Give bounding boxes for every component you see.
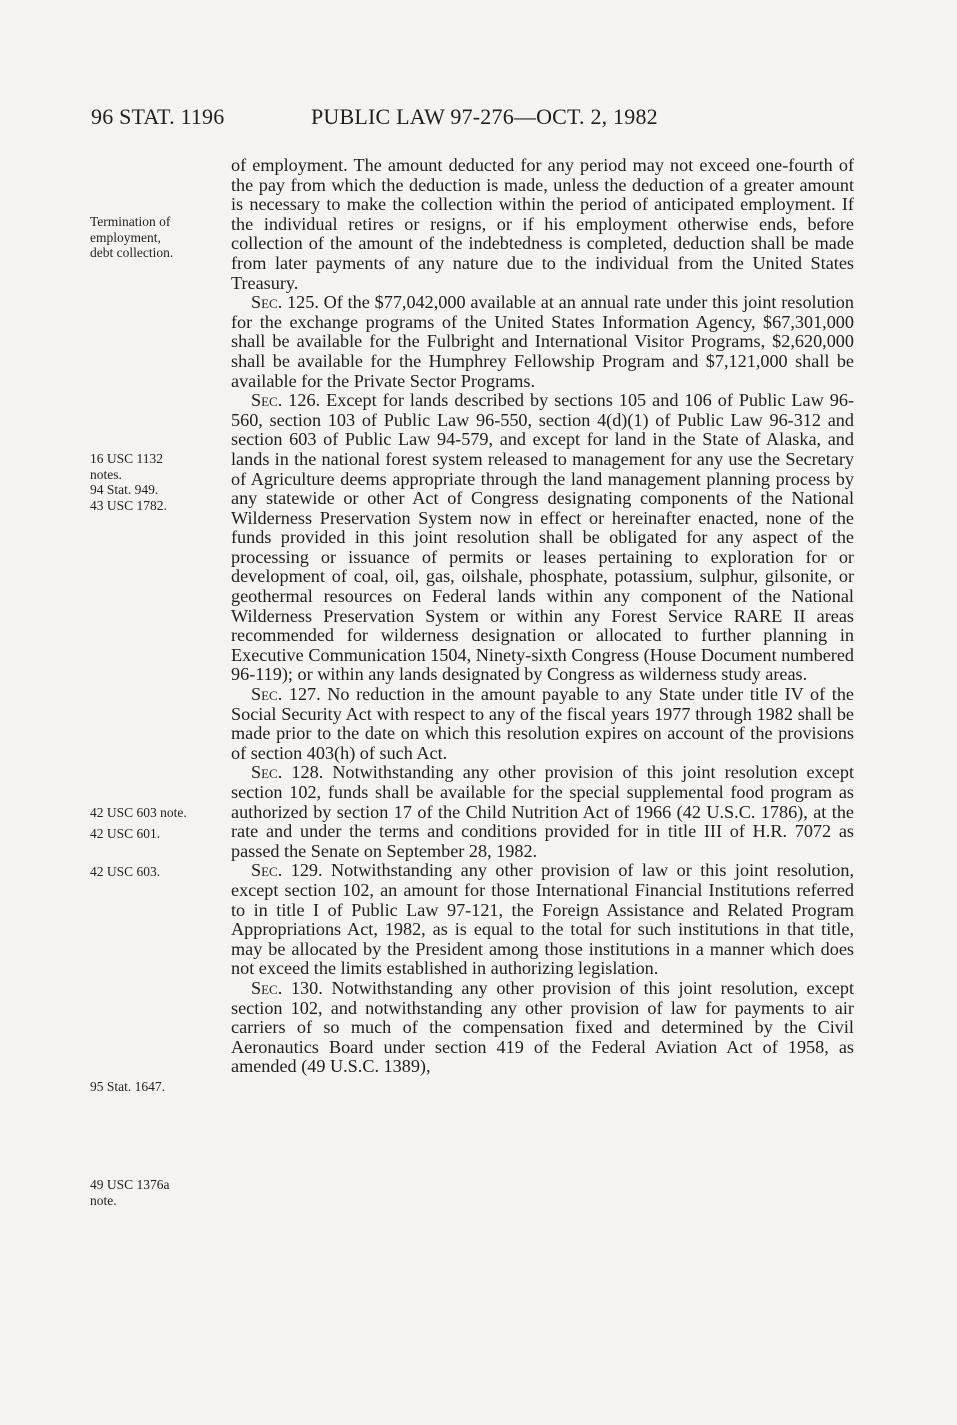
section-label: Sec. [251, 860, 283, 881]
paragraph-continuation [231, 156, 854, 293]
margin-note-line: debt collection. [90, 245, 174, 261]
section-128 [231, 763, 854, 861]
section-label: Sec. [251, 977, 283, 998]
margin-note-16-usc-1132 [90, 451, 225, 513]
margin-note-line: 95 Stat. 1647. [90, 1079, 166, 1094]
margin-note-line: notes. [90, 466, 122, 482]
section-126 [231, 391, 854, 685]
margin-note-49-usc-1376a [90, 1177, 225, 1208]
margin-note-line: employment, [90, 229, 161, 245]
margin-note-line: Termination of [90, 214, 171, 229]
body-text [231, 156, 854, 1077]
paragraph-text: 125. Of the $77,042,000 available at an annual rate under this joint resolution for the exchange programs of the United States Information Agency, $67,301,000 shall be available for the Fulbright and International Visitor Programs, $2,620,000 shall be available for the Humphrey Fellowship Program and $7,121,000 shall be available for the Private Sector Programs. [231, 292, 854, 391]
margin-note-line: 43 USC 1782. [90, 497, 167, 513]
margin-note-line: 42 USC 603 note. [90, 805, 187, 820]
margin-note-line: 49 USC 1376a [90, 1177, 170, 1192]
margin-note-line: 42 USC 601. [90, 825, 161, 841]
paragraph-text: 129. Notwithstanding any other provision of law or this joint resolution, except section 102, an amount for those International Financial Institutions referred to in title I of Public Law 97-121, the Foreign Assistance and Related Program Appropriations Act, 1982, as is equal to the total for such institutions in that title, may be allocated by the President among those institutions in a manner which does not exceed the limits established in authorizing legislation. [231, 860, 854, 979]
margin-note-42-usc-603-note [90, 805, 225, 841]
paragraph-text: 128. Notwithstanding any other provision of this joint resolution except section 102, funds shall be available for the special supplemental food program as authorized by section 17 of the Child Nutrition Act of 1966 (42 U.S.C. 1786), at the rate and under the terms and conditions provided for in title III of H.R. 7072 as passed the Senate on September 28, 1982. [231, 762, 854, 861]
paragraph-text: 130. Notwithstanding any other provision of this joint resolution, except section 102, and notwithstanding any other provision of law for payments to air carriers of so much of the compensation fixed and determined by the Civil Aeronautics Board under section 419 of the Federal Aviation Act of 1958, as amended (49 U.S.C. 1389), [231, 977, 854, 1077]
section-130 [231, 979, 854, 1077]
margin-note-debt-collection [90, 214, 225, 261]
page-title: PUBLIC LAW 97-276—OCT. 2, 1982 [311, 104, 658, 129]
section-129 [231, 861, 854, 979]
margin-note-line: 16 USC 1132 [90, 451, 164, 466]
paragraph-text: of employment. The amount deducted for any period may not exceed one-fourth of the pay from which the deduction is made, unless the deduction of a greater amount is necessary to make the collection within the period of anticipated employment. If the individual retires or resigns, or if his employment otherwise ends, before collection of the amount of the indebtedness is completed, deduction shall be made from later payments of any nature due to the individual from the United States Treasury. [231, 155, 854, 293]
section-125 [231, 293, 854, 391]
section-label: Sec. [251, 762, 283, 783]
section-label: Sec. [251, 292, 283, 313]
section-label: Sec. [251, 390, 283, 411]
margin-note-42-usc-603 [90, 864, 225, 880]
margin-note-line: 94 Stat. 949. [90, 482, 159, 498]
margin-note-line: 42 USC 603. [90, 864, 161, 879]
section-127 [231, 685, 854, 763]
paragraph-text: 126. Except for lands described by sections 105 and 106 of Public Law 96-560, section 103 of Public Law 96-550, section 4(d)(1) of Public Law 96-312 and section 603 of Public Law 94-579, and except for land in the State of Alaska, and lands in the national forest system released to management for any use the Secretary of Agriculture deems appropriate through the land management planning process by any statewide or other Act of Congress designating components of the National Wilderness Preservation System now in effect or hereinafter enacted, none of the funds provided in this joint resolution shall be obligated for any aspect of the processing or issuance of permits or leases pertaining to exploration for or development of coal, oil, gas, oilshale, phosphate, potassium, sulphur, gilsonite, or geothermal resources on Federal lands within any component of the National Wilderness Preservation System or within any Forest Service RARE II areas recommended for wilderness designation or allocated to further planning in Executive Communication 1504, Ninety-sixth Congress (House Document numbered 96-119); or within any lands designated by Congress as wilderness study areas. [231, 390, 854, 685]
section-label: Sec. [251, 684, 283, 705]
margin-note-line: note. [90, 1192, 117, 1208]
stat-citation: 96 STAT. 1196 [91, 104, 225, 129]
paragraph-text: 127. No reduction in the amount payable to any State under title IV of the Social Security Act with respect to any of the fiscal years 1977 through 1982 shall be made prior to the date on which this resolution expires on account of the provisions of section 403(h) of such Act. [231, 684, 854, 763]
margin-note-95-stat-1647 [90, 1079, 225, 1095]
